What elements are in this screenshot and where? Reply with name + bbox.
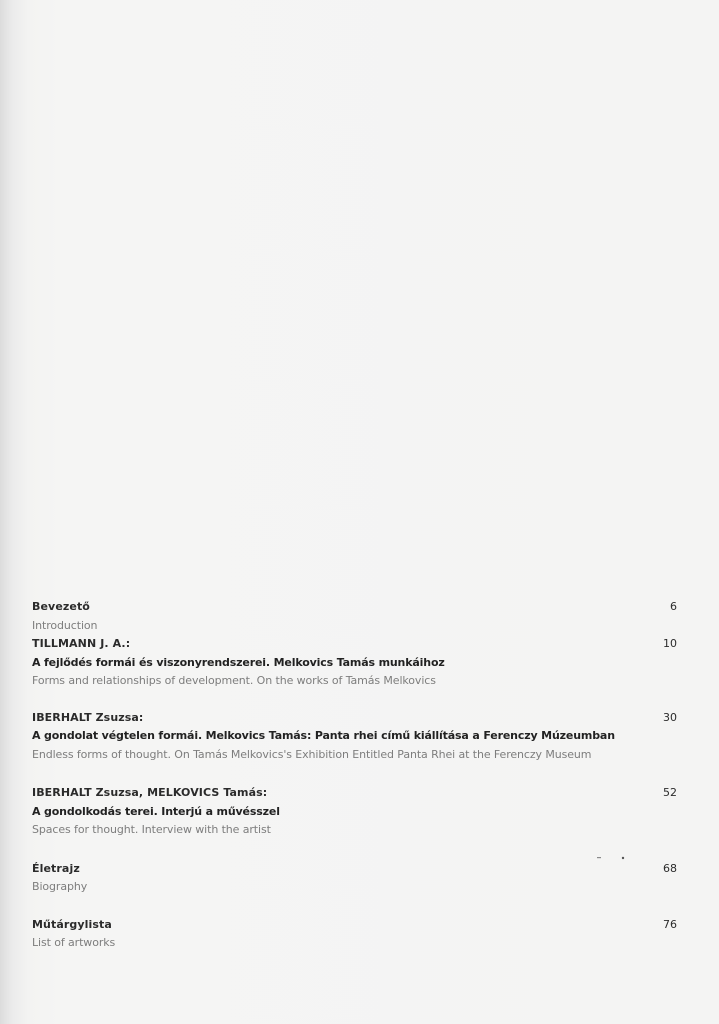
toc-entry-english-title: Biography [32, 880, 88, 893]
toc-entry-artworks [32, 916, 680, 953]
toc-entry-hungarian-title: A gondolkodás terei. Interjú a művésszel [32, 804, 280, 818]
toc-entry-iberhalt [32, 709, 680, 765]
toc-entry-english-title: Introduction [32, 618, 98, 632]
paper-specks [596, 854, 636, 862]
toc-entry-biography [32, 860, 680, 897]
toc-entry-english-title: Endless forms of thought. On Tamás Melkovics's Exhibition Entitled Panta Rhei at the Ferenczy Museum [32, 747, 592, 761]
toc-page-number: 30 [663, 710, 677, 724]
toc-entry-introduction [32, 598, 680, 635]
toc-page-number: 68 [663, 861, 677, 875]
toc-entry-author: TILLMANN J. A.: [32, 637, 131, 650]
toc-entry-english-title: List of artworks [32, 936, 116, 949]
toc-entry-author: IBERHALT Zsuzsa, MELKOVICS Tamás: [32, 786, 268, 799]
toc-entry-hungarian-title: A gondolat végtelen formái. Melkovics Tamás: Panta rhei című kiállítása a Ferenczy Múzeumban [32, 729, 615, 742]
toc-entry-hungarian-title: A fejlődés formái és viszonyrendszerei. Melkovics Tamás munkáihoz [32, 655, 445, 669]
toc-entry-heading: Bevezető [32, 600, 90, 613]
toc-entry-author: IBERHALT Zsuzsa: [32, 710, 144, 724]
toc-page-number: 52 [663, 786, 677, 799]
toc-page-number: 10 [663, 637, 677, 650]
toc-entry-heading: Műtárgylista [32, 917, 112, 931]
toc-page-number: 76 [663, 917, 677, 931]
toc-entry-english-title: Forms and relationships of development. On the works of Tamás Melkovics [32, 674, 436, 687]
table-of-contents [32, 598, 680, 972]
toc-entry-english-title: Spaces for thought. Interview with the artist [32, 823, 271, 836]
toc-page-number: 6 [670, 600, 677, 613]
toc-entry-tillmann [32, 635, 680, 691]
toc-entry-heading: Életrajz [32, 861, 80, 875]
toc-entry-interview [32, 784, 680, 840]
